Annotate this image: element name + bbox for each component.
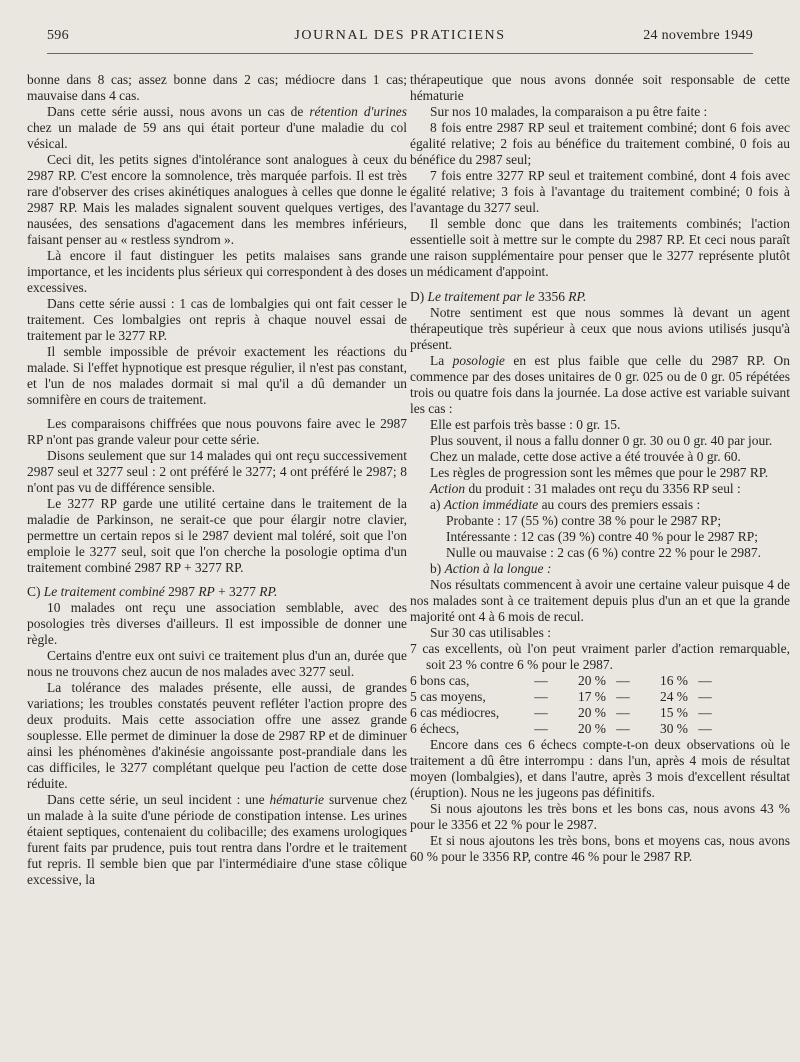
row-label: 6 bons cas,	[410, 673, 470, 688]
row-label: 6 cas médiocres,	[410, 705, 500, 720]
paragraph: Certains d'entre eux ont suivi ce traitement plus d'un an, durée que nous ne trouvons chez aucun de nos malades avec 3277 seul.	[27, 648, 407, 679]
paragraph: Notre sentiment est que nous sommes là devant un agent thérapeutique très supérieur à ceux que nous avions utilisés jusqu'à présent.	[410, 305, 790, 352]
paragraph: Les comparaisons chiffrées que nous pouvons faire avec le 2987 RP n'ont pas grande valeur pour cette série.	[27, 416, 407, 447]
row-label: 5 cas moyens,	[410, 689, 486, 704]
dash: —	[698, 689, 712, 704]
paragraph: La posologie en est plus faible que celle du 2987 RP. On commence par des doses unitaires de 0 gr. 025 ou de 0 gr. 05 répétées trois ou quatre fois dans la journée. La dose active est variable suivant les cas :	[410, 353, 790, 416]
dash: —	[616, 689, 630, 704]
subheading-a: a) Action immédiate au cours des premiers essais :	[430, 497, 701, 512]
dash: —	[698, 705, 712, 720]
issue-date: 24 novembre 1949	[643, 28, 753, 43]
dash: —	[698, 673, 712, 688]
section-heading-d: D) Le traitement par le 3356 RP.	[410, 289, 587, 304]
dash: —	[616, 673, 630, 688]
percent-3356: 17 %	[578, 689, 606, 704]
paragraph: Elle est parfois très basse : 0 gr. 15.	[430, 417, 621, 432]
results-table	[410, 673, 716, 737]
dash: —	[616, 705, 630, 720]
dash: —	[534, 689, 548, 704]
paragraph: 7 cas excellents, où l'on peut vraiment parler d'action remarquable, soit 23 % contre 6 % pour le 2987.	[410, 641, 790, 672]
percent-2987: 30 %	[660, 721, 688, 736]
paragraph: Chez un malade, cette dose active a été trouvée à 0 gr. 60.	[430, 449, 741, 464]
percent-2987: 15 %	[660, 705, 688, 720]
percent-3356: 20 %	[578, 705, 606, 720]
paragraph: Dans cette série aussi : 1 cas de lombalgies qui ont fait cesser le traitement. Ces lombalgies ont repris à chaque nouvel essai de traitement par le 3277 RP.	[27, 296, 407, 343]
italic-term: posologie	[452, 353, 505, 368]
percent-3356: 20 %	[578, 673, 606, 688]
paragraph: Sur nos 10 malades, la comparaison a pu être faite :	[430, 104, 708, 119]
dash: —	[534, 721, 548, 736]
italic-term: rétention d'urines	[309, 104, 407, 119]
paragraph: La tolérance des malades présente, elle aussi, de grandes variations; les troubles constatés peuvent refléter l'action propre des deux produits. Mais cette association offre une assez grande souplesse. Elle permet de diminuer la dose de 2987 RP et de diminuer ainsi les phénomènes d'akinésie angoissante post-prandiale dans les cas difficiles, le 3277 complétant quelque peu l'action de cette dose réduite.	[27, 680, 407, 791]
paragraph: Encore dans ces 6 échecs compte-t-on deux observations où le traitement a dû être interrompu : dans l'un, après 4 mois de résultat moyen (lombalgies), et dans l'autre, après 3 mois d'excellent résultat (éruption). Nous ne les jugeons pas définitifs.	[410, 737, 790, 800]
paragraph: thérapeutique que nous avons donnée soit responsable de cette hématurie	[410, 72, 790, 103]
running-header	[47, 28, 753, 48]
journal-title: JOURNAL DES PRATICIENS	[294, 28, 506, 43]
percent-2987: 24 %	[660, 689, 688, 704]
left-column	[27, 72, 407, 888]
table-row	[410, 689, 716, 705]
table-row	[410, 721, 716, 737]
dash: —	[616, 721, 630, 736]
paragraph: Plus souvent, il nous a fallu donner 0 gr. 30 ou 0 gr. 40 par jour.	[430, 433, 773, 448]
table-row	[410, 673, 716, 689]
dash: —	[534, 705, 548, 720]
percent-2987: 16 %	[660, 673, 688, 688]
dash: —	[698, 721, 712, 736]
paragraph: 7 fois entre 3277 RP seul et traitement combiné, dont 4 fois avec égalité relative; 3 fois à l'avantage du traitement combiné; 0 fois à l'avantage du 3277 seul.	[410, 168, 790, 215]
result-line: Intéressante : 12 cas (39 %) contre 40 % pour le 2987 RP;	[446, 529, 758, 544]
paragraph: 8 fois entre 2987 RP seul et traitement combiné; dont 6 fois avec égalité relative; 2 fois au bénéfice du traitement combiné, 0 fois au bénéfice du 2987 seul;	[410, 120, 790, 167]
paragraph: Les règles de progression sont les mêmes que pour le 2987 RP.	[430, 465, 769, 480]
right-column	[410, 72, 790, 865]
italic-term: hématurie	[269, 792, 325, 807]
paragraph: Là encore il faut distinguer les petits malaises sans grande importance, et les incidents plus sérieux qui correspondent à des doses excessives.	[27, 248, 407, 295]
paragraph: Sur 30 cas utilisables :	[430, 625, 551, 640]
paragraph: Dans cette série aussi, nous avons un cas de rétention d'urines chez un malade de 59 ans qui était porteur d'une maladie du col vésical.	[27, 104, 407, 151]
table-row	[410, 705, 716, 721]
result-line: Nulle ou mauvaise : 2 cas (6 %) contre 22 % pour le 2987.	[446, 545, 761, 560]
dash: —	[534, 673, 548, 688]
paragraph: Ceci dit, les petits signes d'intolérance sont analogues à ceux du 2987 RP. C'est encore la somnolence, très marquée parfois. Il est très rare d'observer des crises akinétiques analogues à celles que donne le 2987 RP. Mais les malades signalent souvent quelques vertiges, des nausées, des sensations d'agacement dans les membres inférieurs, faisant penser au « restless syndrom ».	[27, 152, 407, 247]
paragraph: Si nous ajoutons les très bons et les bons cas, nous avons 43 % pour le 3356 et 22 % pour le 2987.	[410, 801, 790, 832]
result-line: Probante : 17 (55 %) contre 38 % pour le 2987 RP;	[446, 513, 722, 528]
page-number: 596	[47, 28, 69, 43]
section-heading-c: C) Le traitement combiné 2987 RP + 3277 RP.	[27, 584, 278, 599]
paragraph: Action du produit : 31 malades ont reçu du 3356 RP seul :	[430, 481, 741, 496]
paragraph: Il semble impossible de prévoir exactement les réactions du malade. Si l'effet hypnotique est presque régulier, il n'est pas constant, et l'un de nos malades dormait si mal qu'il a dû demander un somnifère en cours de traitement.	[27, 344, 407, 407]
header-rule	[47, 53, 753, 54]
row-label: 6 échecs,	[410, 721, 460, 736]
paragraph: 10 malades ont reçu une association semblable, avec des posologies très diverses d'ailleurs. Il est impossible de donner une règle.	[27, 600, 407, 647]
paragraph: bonne dans 8 cas; assez bonne dans 2 cas; médiocre dans 1 cas; mauvaise dans 4 cas.	[27, 72, 407, 103]
paragraph: Dans cette série, un seul incident : une hématurie survenue chez un malade à la suite d'une période de constipation intense. Les urines étaient septiques, contenaient du colibacille; des examens urologiques furent faits par prudence, puis tout rentra dans l'ordre et le traitement fut repris. Il semble bien que par l'intermédiaire d'une stase côlique excessive, la	[27, 792, 407, 887]
paragraph: Nos résultats commencent à avoir une certaine valeur puisque 4 de nos malades sont à ce traitement depuis plus d'un an et que la grande majorité ont 4 à 6 mois de recul.	[410, 577, 790, 624]
paragraph: Le 3277 RP garde une utilité certaine dans le traitement de la maladie de Parkinson, ne serait-ce que pour élargir notre clavier, permettre un certain repos si le 2987 devient mal toléré, soit que l'on emploie le 3277 seul, soit que l'on cherche la posologie optima d'un traitement combiné 2987 RP + 3277 RP.	[27, 496, 407, 575]
subheading-b: b) Action à la longue :	[430, 561, 552, 576]
percent-3356: 20 %	[578, 721, 606, 736]
paragraph: Il semble donc que dans les traitements combinés; l'action essentielle soit à mettre sur le compte du 2987 RP. Et ceci nous paraît une raison supplémentaire pour penser que le 3277 représente plutôt un médicament d'appoint.	[410, 216, 790, 279]
paragraph: Et si nous ajoutons les très bons, bons et moyens cas, nous avons 60 % pour le 3356 RP, contre 46 % pour le 2987 RP.	[410, 833, 790, 864]
paragraph: Disons seulement que sur 14 malades qui ont reçu successivement 2987 seul et 3277 seul : 2 ont préféré le 3277; 4 ont préféré le 2987; 8 n'ont pas vu de différence sensible.	[27, 448, 407, 495]
